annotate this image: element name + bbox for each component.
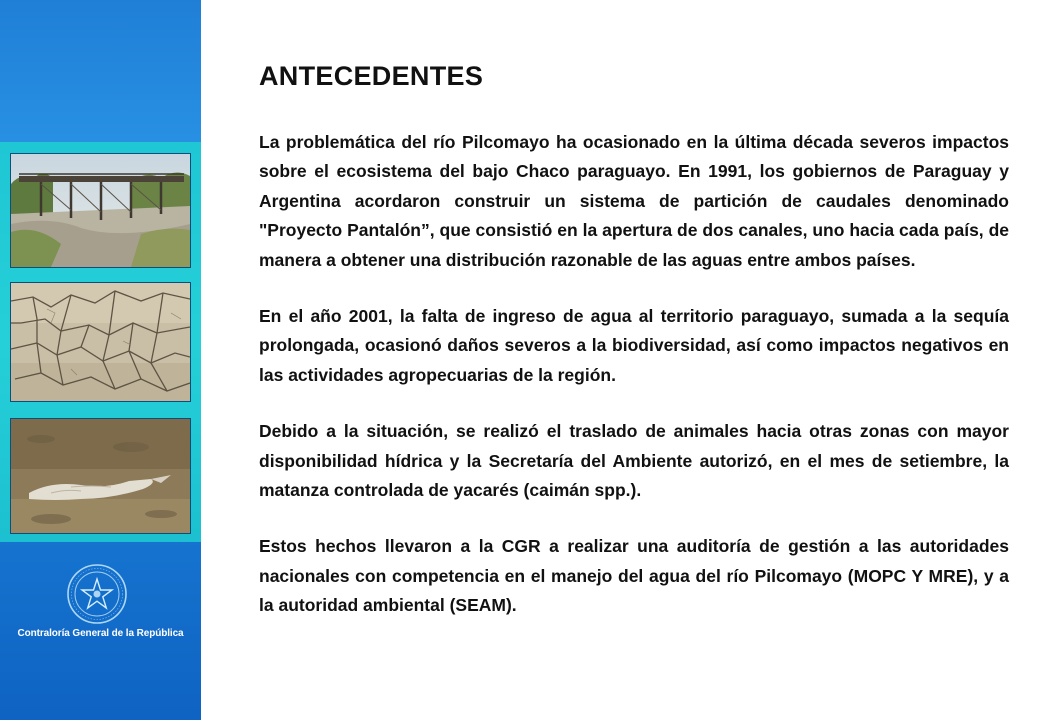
contraloria-seal-icon <box>66 563 128 625</box>
paragraph-1: La problemática del río Pilcomayo ha ocasionado en la última década severos impactos sobre el ecosistema del bajo Chaco paraguayo. En 1991, los gobiernos de Paraguay y Argentina acordaron construir un sistema de partición de caudales denominado "Proyecto Pantalón”, que consistió en la apertura de dos canales, uno hacia cada país, de manera a obtener una distribución razonable de las aguas entre ambos países. <box>259 132 1009 270</box>
dead-caiman-photo-icon <box>10 418 191 534</box>
river-bridge-photo-icon <box>10 153 191 268</box>
cracked-earth-photo-icon <box>10 282 191 402</box>
paragraph-4: Estos hechos llevaron a la CGR a realizar una auditoría de gestión a las autoridades nacionales con competencia en el manejo del agua del río Pilcomayo (MOPC Y MRE), y a la autoridad ambiental (SEAM). <box>259 536 1009 616</box>
organization-name: Contraloría General de la República <box>17 628 184 639</box>
paragraph-2: En el año 2001, la falta de ingreso de agua al territorio paraguayo, sumada a la sequía prolongada, ocasionó daños severos a la biodiversidad, así como impactos negativos en las actividades agropecuarias de la región. <box>259 306 1009 385</box>
main-content <box>259 58 1009 621</box>
sidebar <box>0 0 201 720</box>
page-title: ANTECEDENTES <box>259 61 484 91</box>
paragraph-3: Debido a la situación, se realizó el traslado de animales hacia otras zonas con mayor disponibilidad hídrica y la Secretaría del Ambiente autorizó, en el mes de setiembre, la matanza controlada de yacarés (caimán spp.). <box>259 421 1009 501</box>
